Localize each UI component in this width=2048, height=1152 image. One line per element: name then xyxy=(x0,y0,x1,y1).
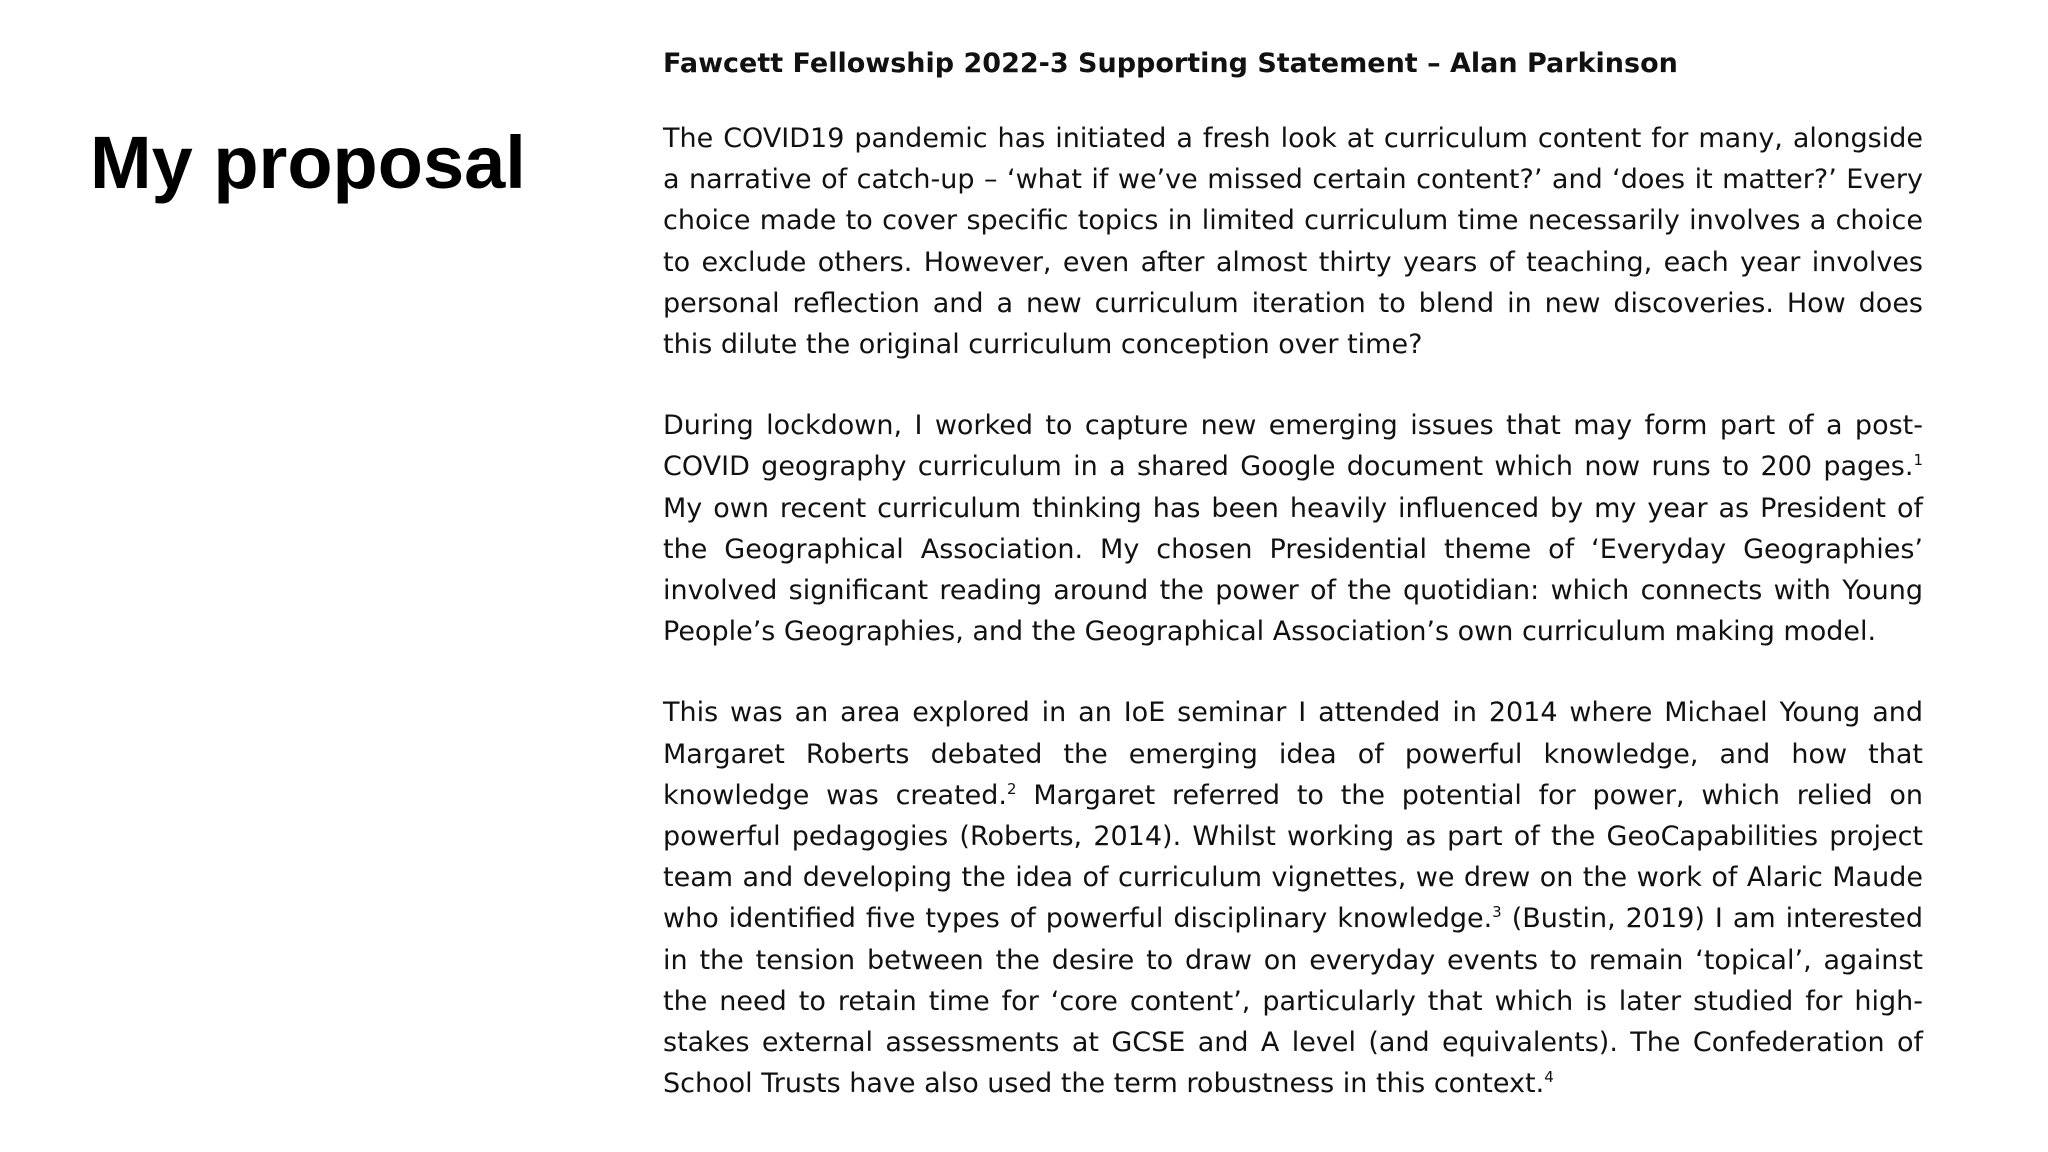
footnote-ref-2: 2 xyxy=(1007,779,1017,798)
document-excerpt xyxy=(663,44,1923,1104)
paragraph-3-text-c: (Bustin, 2019) I am interested in the tension between the desire to draw on everyday events to remain ‘topical’, against the need to retain time for ‘core content’, particularly that which is later studied for high-stakes external assessments at GCSE and A level (and equivalents). The Confederation of School Trusts have also used the term robustness in this context. xyxy=(663,903,1923,1100)
paragraph-3 xyxy=(663,692,1923,1104)
document-heading: Fawcett Fellowship 2022-3 Supporting Statement – Alan Parkinson xyxy=(663,48,1678,79)
paragraph-2 xyxy=(663,405,1923,652)
paragraph-2-text-b: My own recent curriculum thinking has been heavily influenced by my year as President of the Geographical Association. My chosen Presidential theme of ‘Everyday Geographies’ involved significant reading around the power of the quotidian: which connects with Young People’s Geographies, and the Geographical Association’s own curriculum making model. xyxy=(663,492,1923,648)
paragraph-3-text-b: Margaret referred to the potential for power, which relied on powerful pedagogies (Roberts, 2014). Whilst working as part of the GeoCapabilities project team and developing the idea of curriculum vignettes, we drew on the work of Alaric Maude who identified five types of powerful disciplinary knowledge. xyxy=(663,779,1924,935)
slide-title: My proposal xyxy=(90,121,526,204)
footnote-ref-1: 1 xyxy=(1913,451,1923,470)
footnote-ref-3: 3 xyxy=(1492,903,1502,922)
paragraph-1: The COVID19 pandemic has initiated a fresh look at curriculum content for many, alongside a narrative of catch-up – ‘what if we’ve missed certain content?’ and ‘does it matter?’ Every choice made to cover specific topics in limited curriculum time necessarily involves a choice to exclude others. However, even after almost thirty years of teaching, each year involves personal reflection and a new curriculum iteration to blend in new discoveries. How does this dilute the original curriculum conception over time? xyxy=(663,123,1923,361)
footnote-ref-4: 4 xyxy=(1544,1068,1554,1087)
paragraph-2-text-a: During lockdown, I worked to capture new emerging issues that may form part of a post-COVID geography curriculum in a shared Google document which now runs to 200 pages. xyxy=(663,410,1923,483)
paragraph-3-text-a: This was an area explored in an IoE seminar I attended in 2014 where Michael Young and Margaret Roberts debated the emerging idea of powerful knowledge, and how that knowledge was created. xyxy=(663,697,1923,811)
